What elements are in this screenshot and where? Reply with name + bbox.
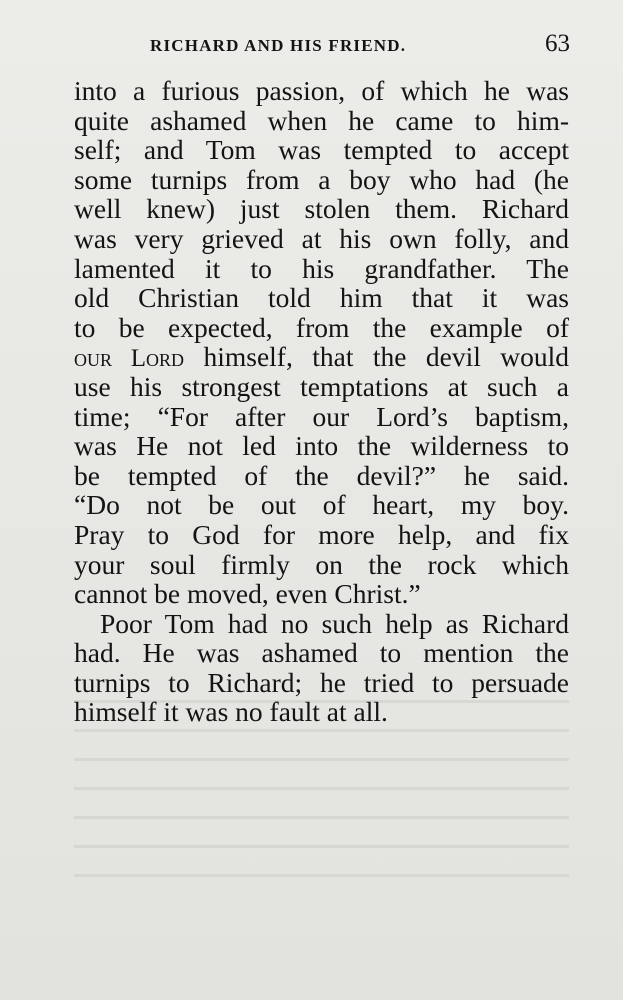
running-head [150,32,570,62]
text-line: use his strongest temptations at such a [74,370,569,402]
text-line: himself it was no fault at all. [74,696,388,728]
text-line: old Christian told him that it was [74,282,569,314]
text-line: cannot be moved, even Christ.” [74,578,421,610]
text-line-rest: himself, that the devil would [184,341,569,373]
text-line: time; “For after our Lord’s baptism, [74,400,569,432]
text-line: lamented it to his grandfather. The [74,252,569,284]
text-line: turnips to Richard; he tried to persuade [74,666,569,698]
text-line: Poor Tom had no such help as Richard [100,607,569,639]
body-text [74,76,569,727]
text-line [74,342,569,372]
text-line: quite ashamed when he came to him- [74,104,569,136]
text-line: Pray to God for more help, and fix [74,518,569,550]
text-line: was very grieved at his own folly, and [74,222,569,254]
text-line: well knew) just stolen them. Richard [74,193,569,225]
small-caps-phrase: our Lord [74,345,185,373]
text-line: was He not led into the wilderness to [74,430,569,462]
text-line: some turnips from a boy who had (he [74,163,569,195]
text-line: into a furious passion, of which he was [74,75,569,106]
page-number: 63 [545,30,570,57]
text-line: had. He was ashamed to mention the [74,637,569,669]
text-line: self; and Tom was tempted to accept [74,134,569,166]
text-line: your soul firmly on the rock which [74,548,569,580]
running-title: RICHARD AND HIS FRIEND. [150,36,407,55]
bleed-through-shadow [74,700,569,900]
text-line: to be expected, from the example of [74,311,569,343]
text-line: be tempted of the devil?” he said. [74,459,569,491]
text-line: “Do not be out of heart, my boy. [74,489,569,521]
